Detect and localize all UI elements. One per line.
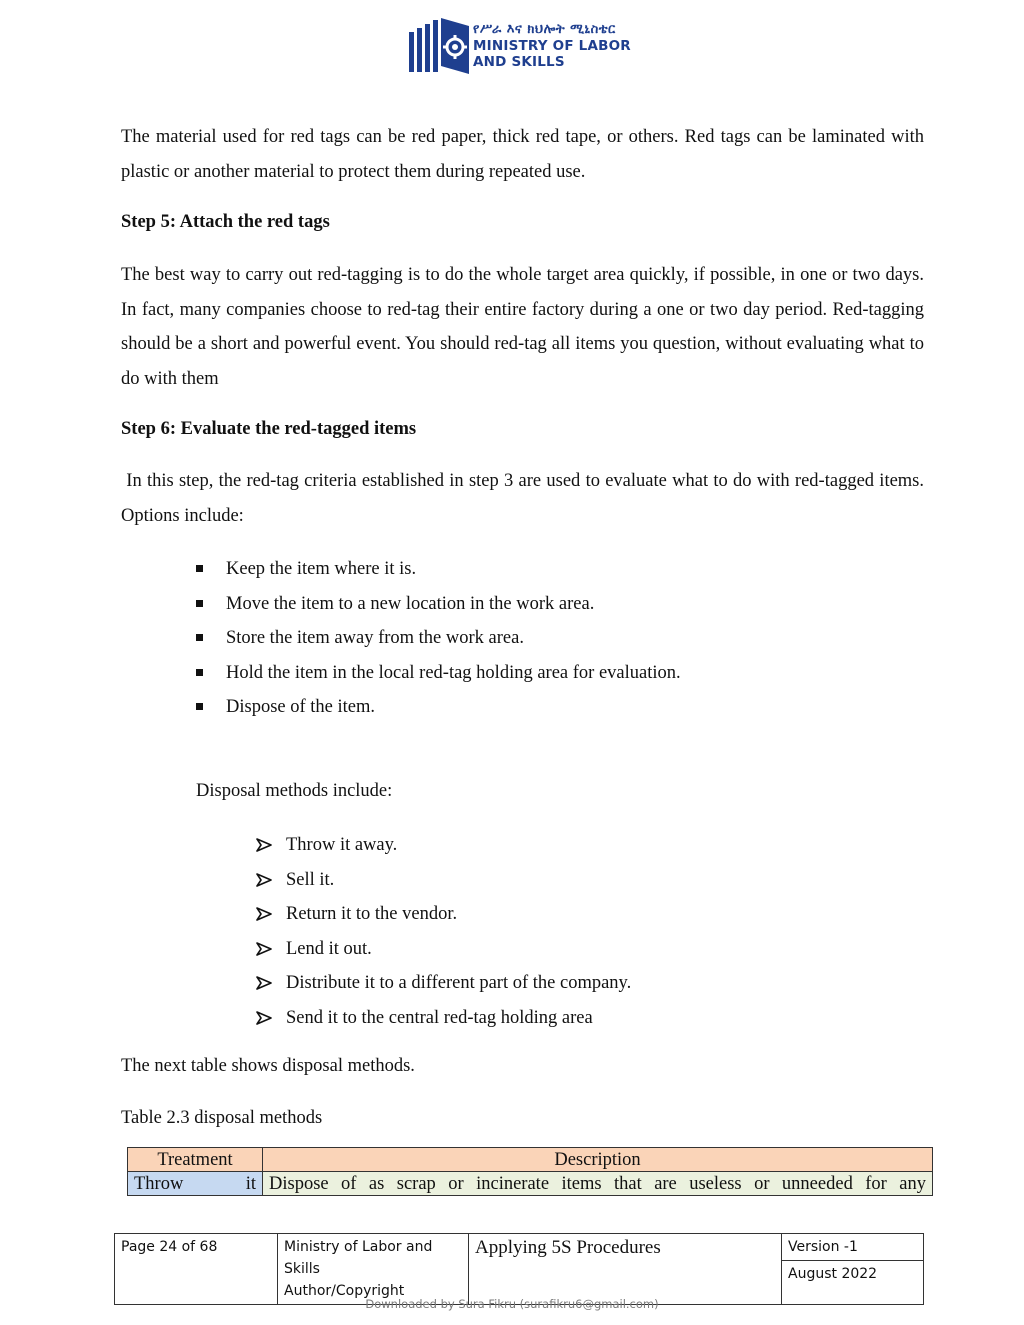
arrow-bullet-icon <box>256 1011 272 1025</box>
logo-line1: MINISTRY OF LABOR <box>473 38 631 54</box>
step5-heading: Step 5: Attach the red tags <box>121 212 330 232</box>
option-text: Hold the item in the local red-tag holding area for evaluation. <box>226 662 681 683</box>
footer-version: Version -1 <box>782 1234 924 1261</box>
list-item <box>256 932 631 967</box>
logo-text <box>473 22 631 70</box>
list-item <box>256 863 631 898</box>
footer-page-number: Page 24 of 68 <box>115 1234 278 1305</box>
option-text: Dispose of the item. <box>226 697 376 718</box>
list-item <box>196 587 681 622</box>
method-text: Send it to the central red-tag holding area <box>286 1007 593 1028</box>
list-item <box>196 552 681 587</box>
list-item <box>256 828 631 863</box>
list-item <box>196 621 681 656</box>
list-item <box>196 690 681 725</box>
footer-title: Applying 5S Procedures <box>469 1234 782 1305</box>
footer-org-line3: Author/Copyright <box>284 1283 405 1299</box>
arrow-bullet-icon <box>256 907 272 921</box>
paragraph-attach-red-tags: The best way to carry out red-tagging is to do the whole target area quickly, if possible, in one or two days. In fact, many companies choose to red-tag their entire factory during a one or two day period. Red-tagging should be a short and powerful event. You should red-tag all items you question, without evaluating what to do with them <box>121 265 924 389</box>
ministry-logo <box>409 18 639 78</box>
paragraph-evaluate-items: In this step, the red-tag criteria established in step 3 are used to evaluate what to do with red-tagged items. Options include: <box>121 471 929 526</box>
list-item <box>196 656 681 691</box>
header-treatment: Treatment <box>128 1148 263 1172</box>
option-text: Keep the item where it is. <box>226 559 417 579</box>
footer-date: August 2022 <box>782 1261 924 1305</box>
footer-org-line2: Skills <box>284 1261 320 1277</box>
list-item <box>256 1001 631 1036</box>
step6-heading: Step 6: Evaluate the red-tagged items <box>121 419 417 439</box>
square-bullet-icon <box>196 600 203 607</box>
disposal-table <box>127 1147 933 1196</box>
download-watermark: Downloaded by Sura Fikru (surafikru6@gmail.com) <box>365 1297 659 1311</box>
table-caption: Table 2.3 disposal methods <box>121 1108 323 1128</box>
arrow-bullet-icon <box>256 976 272 990</box>
logo-amharic: የሥራ እና ክህሎት ሚኒስቴር <box>473 22 616 37</box>
page-footer <box>114 1233 924 1305</box>
table-header-row <box>128 1148 933 1172</box>
method-text: Lend it out. <box>286 938 372 959</box>
option-text: Move the item to a new location in the work area. <box>226 593 595 614</box>
list-item <box>256 966 631 1001</box>
cell-treatment: Throw it <box>128 1172 263 1196</box>
paragraph-red-tag-material: The material used for red tags can be red paper, thick red tape, or others. Red tags can be laminated with plastic or another material to protect them during repeated use. <box>121 127 924 182</box>
table-intro: The next table shows disposal methods. <box>121 1056 415 1076</box>
method-text: Distribute it to a different part of the company. <box>286 973 632 994</box>
header-description: Description <box>263 1148 933 1172</box>
footer-organization <box>278 1234 469 1305</box>
square-bullet-icon <box>196 669 203 676</box>
footer-org-line1: Ministry of Labor and <box>284 1239 433 1255</box>
table-row <box>128 1172 933 1196</box>
square-bullet-icon <box>196 634 203 641</box>
disposal-intro: Disposal methods include: <box>196 781 393 801</box>
arrow-bullet-icon <box>256 942 272 956</box>
method-text: Return it to the vendor. <box>286 904 458 925</box>
method-text: Throw it away. <box>286 835 398 855</box>
logo-line2: AND SKILLS <box>473 54 565 70</box>
option-text: Store the item away from the work area. <box>226 628 524 649</box>
disposal-methods-list <box>256 828 631 1036</box>
cell-description: Dispose of as scrap or incinerate items that are useless or unneeded for any <box>263 1172 933 1196</box>
ministry-emblem-icon <box>409 18 469 76</box>
square-bullet-icon <box>196 565 203 572</box>
method-text: Sell it. <box>286 869 335 890</box>
options-list <box>196 552 681 725</box>
arrow-bullet-icon <box>256 838 272 852</box>
square-bullet-icon <box>196 703 203 710</box>
list-item <box>256 897 631 932</box>
arrow-bullet-icon <box>256 873 272 887</box>
